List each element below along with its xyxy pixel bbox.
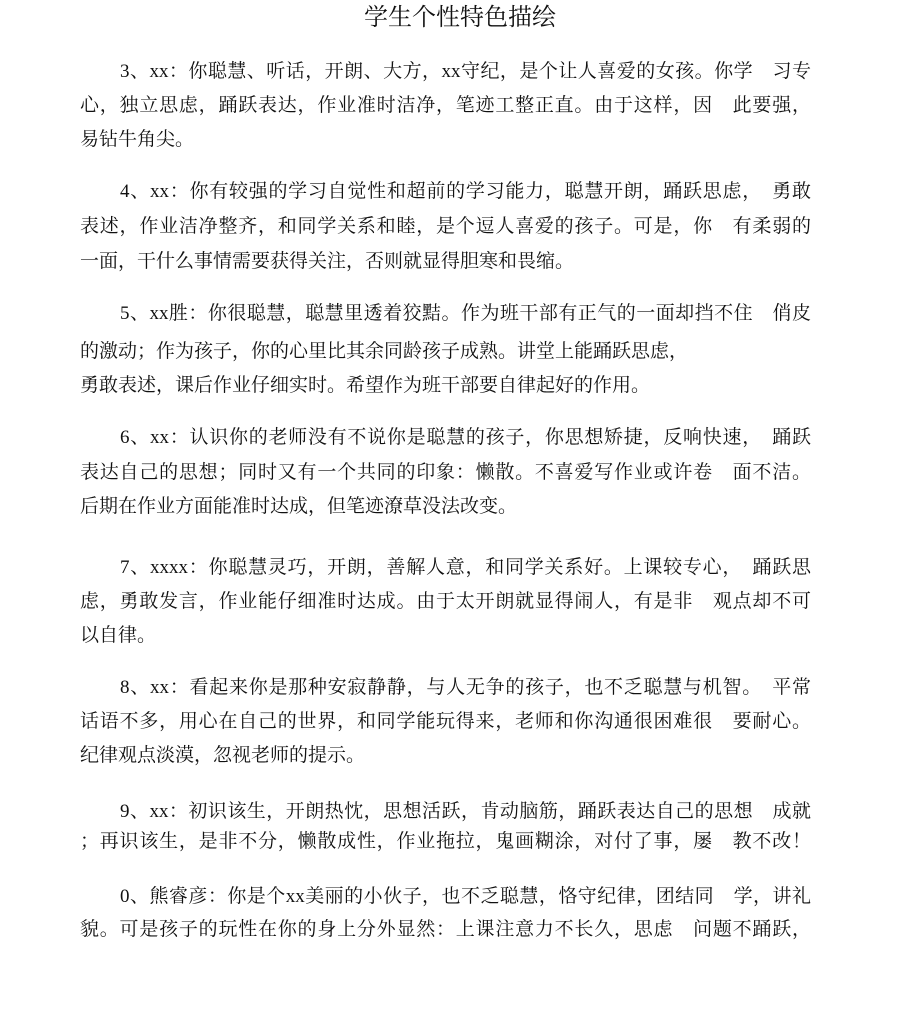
text-line: 纪律观点淡漠，忽视老师的提示。 [80,745,366,766]
text-line: 9、xx：初识该生，开朗热忱，思想活跃，肯动脑筋，踊跃表达自己的思想 成就 [120,801,811,822]
text-line: 貌。可是孩子的玩性在你的身上分外显然：上课注意力不长久，思虑 问题不踊跃， [80,919,811,940]
text-line: 3、xx：你聪慧、听话，开朗、大方，xx守纪，是个让人喜爱的女孩。你学 习专 [120,61,811,82]
text-line: 表达自己的思想；同时又有一个共同的印象：懒散。不喜爱写作业或许卷 面不洁。 [80,462,811,483]
text-line: 4、xx：你有较强的学习自觉性和超前的学习能力，聪慧开朗，踊跃思虑， 勇敢 [120,181,811,202]
text-line: 表述，作业洁净整齐，和同学关系和睦，是个逗人喜爱的孩子。可是，你 有柔弱的 [80,216,811,237]
text-line: 后期在作业方面能准时达成，但笔迹潦草没法改变。 [80,496,518,517]
text-line: 的激动；作为孩子，你的心里比其余同龄孩子成熟。讲堂上能踊跃思虑， [80,341,689,362]
text-line: 0、熊睿彦：你是个xx美丽的小伙子，也不乏聪慧，恪守纪律，团结同 学，讲礼 [120,886,811,907]
text-line: 8、xx：看起来你是那种安寂静静，与人无争的孩子，也不乏聪慧与机智。 平常 [120,677,811,698]
text-line: 虑，勇敢发言，作业能仔细准时达成。由于太开朗就显得闹人，有是非 观点却不可 [80,591,811,612]
text-line: 一面，干什么事情需要获得关注，否则就显得胆寒和畏缩。 [80,251,575,272]
text-line: 5、xx胜：你很聪慧，聪慧里透着狡黠。作为班干部有正气的一面却挡不住 俏皮 [120,303,811,324]
text-line: 心，独立思虑，踊跃表达，作业准时洁净，笔迹工整正直。由于这样，因 此要强， [80,95,811,116]
document-title: 学生个性特色描绘 [364,5,556,31]
text-line: ；再识该生，是非不分，懒散成性，作业拖拉，鬼画糊涂，对付了事，屡 教不改！ [80,831,811,852]
text-line: 以自律。 [80,625,157,646]
text-line: 6、xx：认识你的老师没有不说你是聪慧的孩子，你思想矫捷，反响快速， 踊跃 [120,427,811,448]
text-line: 话语不多，用心在自己的世界，和同学能玩得来，老师和你沟通很困难很 要耐心。 [80,711,811,732]
text-line: 易钻牛角尖。 [80,129,195,150]
text-line: 7、xxxx：你聪慧灵巧，开朗，善解人意，和同学关系好。上课较专心， 踊跃思 [120,557,811,578]
text-line: 勇敢表述，课后作业仔细实时。希望作为班干部要自律起好的作用。 [80,375,651,396]
